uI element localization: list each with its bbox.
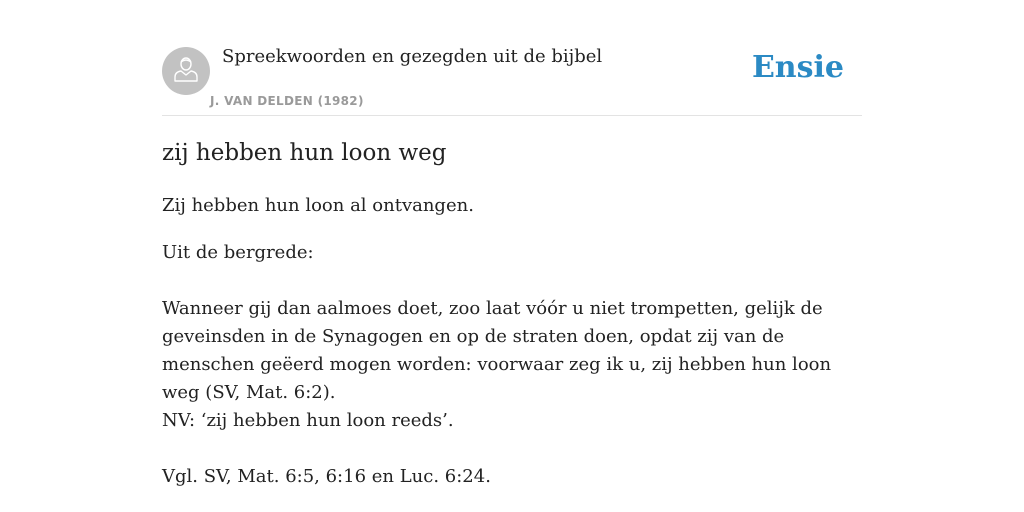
entry-paragraph: NV: ‘zij hebben hun loon reeds’. bbox=[162, 410, 454, 431]
entry-paragraph: Uit de bergrede: bbox=[162, 242, 314, 263]
entry-title: zij hebben hun loon weg bbox=[162, 140, 447, 166]
author-name: J. VAN DELDEN (1982) bbox=[210, 94, 364, 108]
entry-paragraph: Vgl. SV, Mat. 6:5, 6:16 en Luc. 6:24. bbox=[162, 466, 491, 487]
brand-logo[interactable]: Ensie bbox=[751, 50, 844, 85]
entry-quote: Wanneer gij dan aalmoes doet, zoo laat vóór u niet trompetten, gelijk de geveinsden in de Synagogen en op de straten doen, opdat zij van de menschen geëerd mogen worden: voorwaar zeg ik u, zij hebben hun loon weg (SV, Mat. 6:2). bbox=[162, 298, 832, 403]
book-title[interactable]: Spreekwoorden en gezegden uit de bijbel bbox=[222, 46, 603, 67]
page-content bbox=[162, 0, 862, 487]
user-icon bbox=[171, 54, 201, 88]
source-header bbox=[162, 0, 862, 116]
author-avatar[interactable] bbox=[162, 47, 210, 95]
entry-paragraph: Zij hebben hun loon al ontvangen. bbox=[162, 195, 474, 216]
